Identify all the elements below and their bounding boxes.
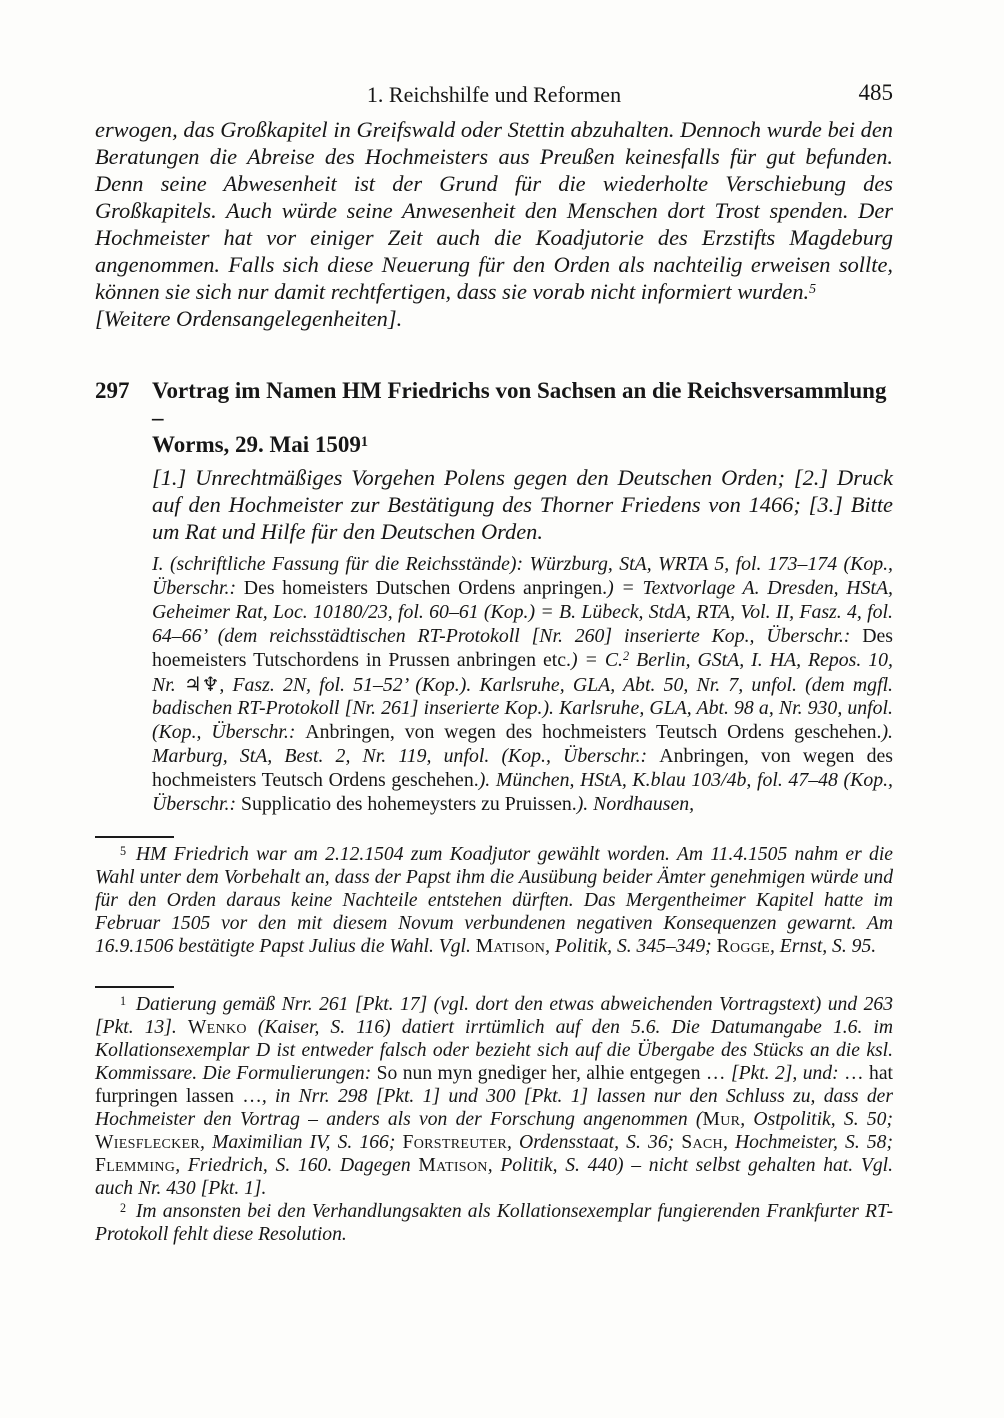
main-text: [95, 116, 893, 332]
footnote-1: $^1$ Datierung gemäß Nrr. 261 [Pkt. 17] (vgl. dort den etwas abweichenden Vortragstext) und 263 [Pkt. 13]. Wenko (Kaiser, S. 116) datiert irrtümlich auf den 5.6. Die Datumangabe 1.6. im Kollationsexemplar D ist entweder falsch oder bezieht sich auf die Übergabe des Stücks an die ksl. Kommissare. Die Formulierungen: So nun myn gnediger her, alhie entgegen … [Pkt. 2], und: … hat furpringen lassen …, in Nrr. 298 [Pkt. 1] und 300 [Pkt. 1] lassen nur den Schluss zu, dass der Hochmeister den Vortrag – anders als von der Forschung angenommen (Mur, Ostpolitik, S. 50; Wiesflecker, Maximilian IV, S. 166; Forstreuter, Ordensstaat, S. 36; Sach, Hochmeister, S. 58; Flemming, Friedrich, S. 160. Dagegen Matison, Politik, S. 440) – nicht selbst gehalten hat. Vgl. auch Nr. 430 [Pkt. 1].: [95, 993, 894, 1199]
entry-heading: Vortrag im Namen HM Friedrichs von Sachsen an die Reichsversammlung – Worms, 29. Mai 1509$^1$: [152, 378, 887, 457]
entry-297: [95, 377, 893, 817]
continuation-paragraph: erwogen, das Großkapitel in Greifswald oder Stettin abzuhalten. Dennoch wurde bei den Beratungen die Abreise des Hochmeisters aus Preußen keinesfalls für gut befunden. Denn seine Abwesenheit ist der Grund für die wiederholte Verschiebung des Großkapitels. Auch würde seine Anwesenheit den Menschen dort Trost spenden. Der Hochmeister hat vor einiger Zeit auch die Koadjutorie des Erzstifts Magdeburg angenommen. Falls sich diese Neuerung für den Orden als nachteilig erweisen sollte, können sie sich nur damit rechtfertigen, dass sie vorab nicht informiert wurden.$^5$: [95, 117, 893, 304]
entry-number: 297: [95, 378, 130, 403]
entry-summary: [1.] Unrechtmäßiges Vorgehen Polens gegen den Deutschen Orden; [2.] Druck auf den Hochmeister zur Bestätigung des Thorner Friedens von 1466; [3.] Bitte um Rat und Hilfe für den Deutschen Orden.: [152, 465, 893, 544]
section-title: 1. Reichshilfe und Reformen: [366, 82, 622, 107]
footnote-block-1: [95, 843, 893, 958]
footnote-separator: [95, 836, 174, 838]
entry-content: [152, 377, 893, 817]
entry-source-apparatus: I. (schriftliche Fassung für die Reichsstände): Würzburg, StA, WRTA 5, fol. 173–174 (Kop., Überschr.: Des homeisters Dutschen Ordens anpringen.) = Textvorlage A. Dresden, HStA, Geheimer Rat, Loc. 10180/23, fol. 60–61 (Kop.) = B. Lübeck, StdA, RTA, Vol. II, Fasz. 4, fol. 64–66’ (dem reichsstädtischen RT-Protokoll [Nr. 260] inserierte Kop., Überschr.: Des hoemeisters Tutschordens in Prussen anbringen etc.) = C.$^2$ Berlin, GStA, I. HA, Repos. 10, Nr. ♃♆, Fasz. 2N, fol. 51–52’ (Kop.). Karlsruhe, GLA, Abt. 50, Nr. 7, unfol. (dem mgfl. badischen RT-Protokoll [Nr. 261] inserierte Kop.). Karlsruhe, GLA, Abt. 98 a, Nr. 930, unfol. (Kop., Überschr.: Anbringen, von wegen des hochmeisters Teutsch Ordens geschehen.). Marburg, StA, Best. 2, Nr. 119, unfol. (Kop., Überschr.: Anbringen, von wegen des hochmeisters Teutsch Ordens geschehen.). München, HStA, K.blau 103/4b, fol. 47–48 (Kop., Überschr.: Supplicatio des hohemeysters zu Pruissen.). Nordhausen,: [152, 553, 894, 816]
footnote-5: $^5$ HM Friedrich war am 2.12.1504 zum Koadjutor gewählt worden. Am 11.4.1505 nahm er die Wahl unter dem Vorbehalt an, dass der Papst ihm die Ausübung beider Ämter genehmigen würde und für den Orden daraus keine Nachteile entstehen dürften. Das Mergentheimer Kapitel hatte im Februar 1505 vor den mit diesem Novum verbundenen negativen Konsequenzen gewarnt. Am 16.9.1506 bestätigte Papst Julius die Wahl. Vgl. Matison, Politik, S. 345–349; Rogge, Ernst, S. 95.: [95, 843, 893, 957]
footnote-2: $^2$ Im ansonsten bei den Verhandlungsakten als Kollationsexemplar fungierenden Frankfurter RT-Protokoll fehlt diese Resolution.: [95, 1200, 893, 1245]
running-header: [95, 82, 893, 110]
page-number: 485: [858, 80, 893, 105]
footnote-block-2: [95, 993, 893, 1246]
footnote-separator: [95, 986, 174, 988]
editorial-note: [Weitere Ordensangelegenheiten].: [95, 306, 403, 331]
